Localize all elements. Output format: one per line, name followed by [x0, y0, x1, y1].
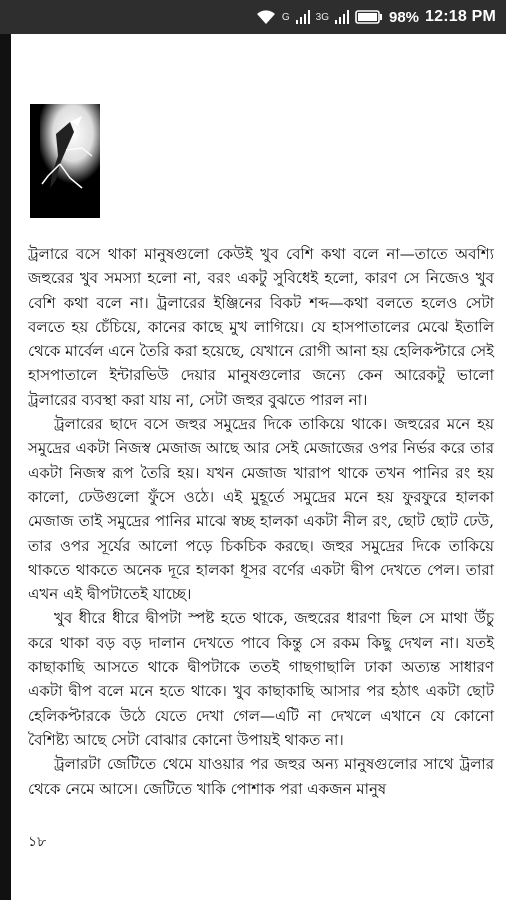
wifi-icon: [256, 9, 276, 25]
illustration: [30, 104, 100, 218]
clock: 12:18 PM: [425, 8, 496, 25]
status-icons: [256, 0, 496, 34]
page-edge: [0, 34, 11, 900]
book-page: [11, 34, 506, 900]
paragraph-1: ট্রলারে বসে থাকা মানুষগুলো কেউই খুব বেশি কথা বলে না—তাতে অবশ্যি জহুরের খুব সমস্যা হলো না, বরং একটু সুবিধেই হলো, কারণ সে নিজেও খুব বেশি কথা বলে না। ট্রলারের ইঞ্জিনের বিকট শব্দ—কথা বলতে হলেও সেটা বলতে হয় চেঁচিয়ে, কানের কাছে মুখ লাগিয়ে। যে হাসপাতালের মেঝে ইতালি থেকে মার্বেল এনে তৈরি করা হয়েছে, যেখানে রোগী আনা হয় হেলিকপ্টারে সেই হাসপাতালে ইন্টারভিউ দেয়ার মানুষগুলোর জন্যে কেন আরেকটু ভালো ট্রলারের ব্যবস্থা করা যায় না, সেটা জহুর বুঝতে পারল না।: [28, 245, 494, 409]
battery-percent: 98%: [389, 8, 420, 26]
network-label-1: G: [281, 11, 290, 23]
body-text: [28, 242, 494, 801]
battery-icon: [355, 10, 383, 24]
paragraph-4: ট্রলারটা জেটিতে থেমে যাওয়ার পর জহুর অন্য মানুষগুলোর সাথে ট্রলার থেকে নেমে আসে। জেটিতে খাকি পোশাক পরা একজন মানুষ: [28, 755, 494, 798]
page-number: ১৮: [28, 834, 47, 850]
network-label-2: 3G: [315, 11, 329, 23]
status-bar: [0, 0, 506, 34]
signal-icon: [335, 10, 349, 24]
paragraph-3: খুব ধীরে ধীরে দ্বীপটা স্পষ্ট হতে থাকে, জহুরের ধারণা ছিল সে মাথা উঁচু করে থাকা বড় বড় দালান দেখতে পাবে কিন্তু সে রকম কিছু দেখল না। যতই কাছাকাছি আসতে থাকে দ্বীপটাকে ততই গাছগাছালি ঢাকা অত্যন্ত সাধারণ একটা দ্বীপ বলে মনে হতে থাকে। খুব কাছাকাছি আসার পর হঠাৎ একটা ছোট হেলিকপ্টারকে উঠে যেতে দেখা গেল—এটি না দেখলে এখানে যে কোনো বৈশিষ্ট্য আছে সেটা বোঝার কোনো উপায়ই থাকত না।: [28, 609, 494, 749]
signal-icon: [296, 10, 310, 24]
paragraph-2: ট্রলারের ছাদে বসে জহুর সমুদ্রের দিকে তাকিয়ে থাকে। জহুরের মনে হয় সমুদ্রের একটা নিজস্ব মেজাজ আছে আর সেই মেজাজের ওপর নির্ভর করে তার একটা নিজস্ব রূপ তৈরি হয়। যখন মেজাজ খারাপ থাকে তখন পানির রং হয় কালো, ঢেউগুলো ফুঁসে ওঠে। এই মুহূর্তে সমুদ্রের মনে হয় ফুরফুরে হালকা মেজাজ তাই সমুদ্রের পানির মাঝে স্বচ্ছ হালকা একটা নীল রং, ছোট ছোট ঢেউ, তার ওপর সূর্যের আলো পড়ে চিকচিক করছে। জহুর সমুদ্রের দিকে তাকিয়ে থাকতে থাকতে অনেক দূরে হালকা ধূসর বর্ণের একটা দ্বীপ দেখতে পেল। তারা এখন এই দ্বীপটাতেই যাচ্ছে।: [28, 415, 494, 604]
